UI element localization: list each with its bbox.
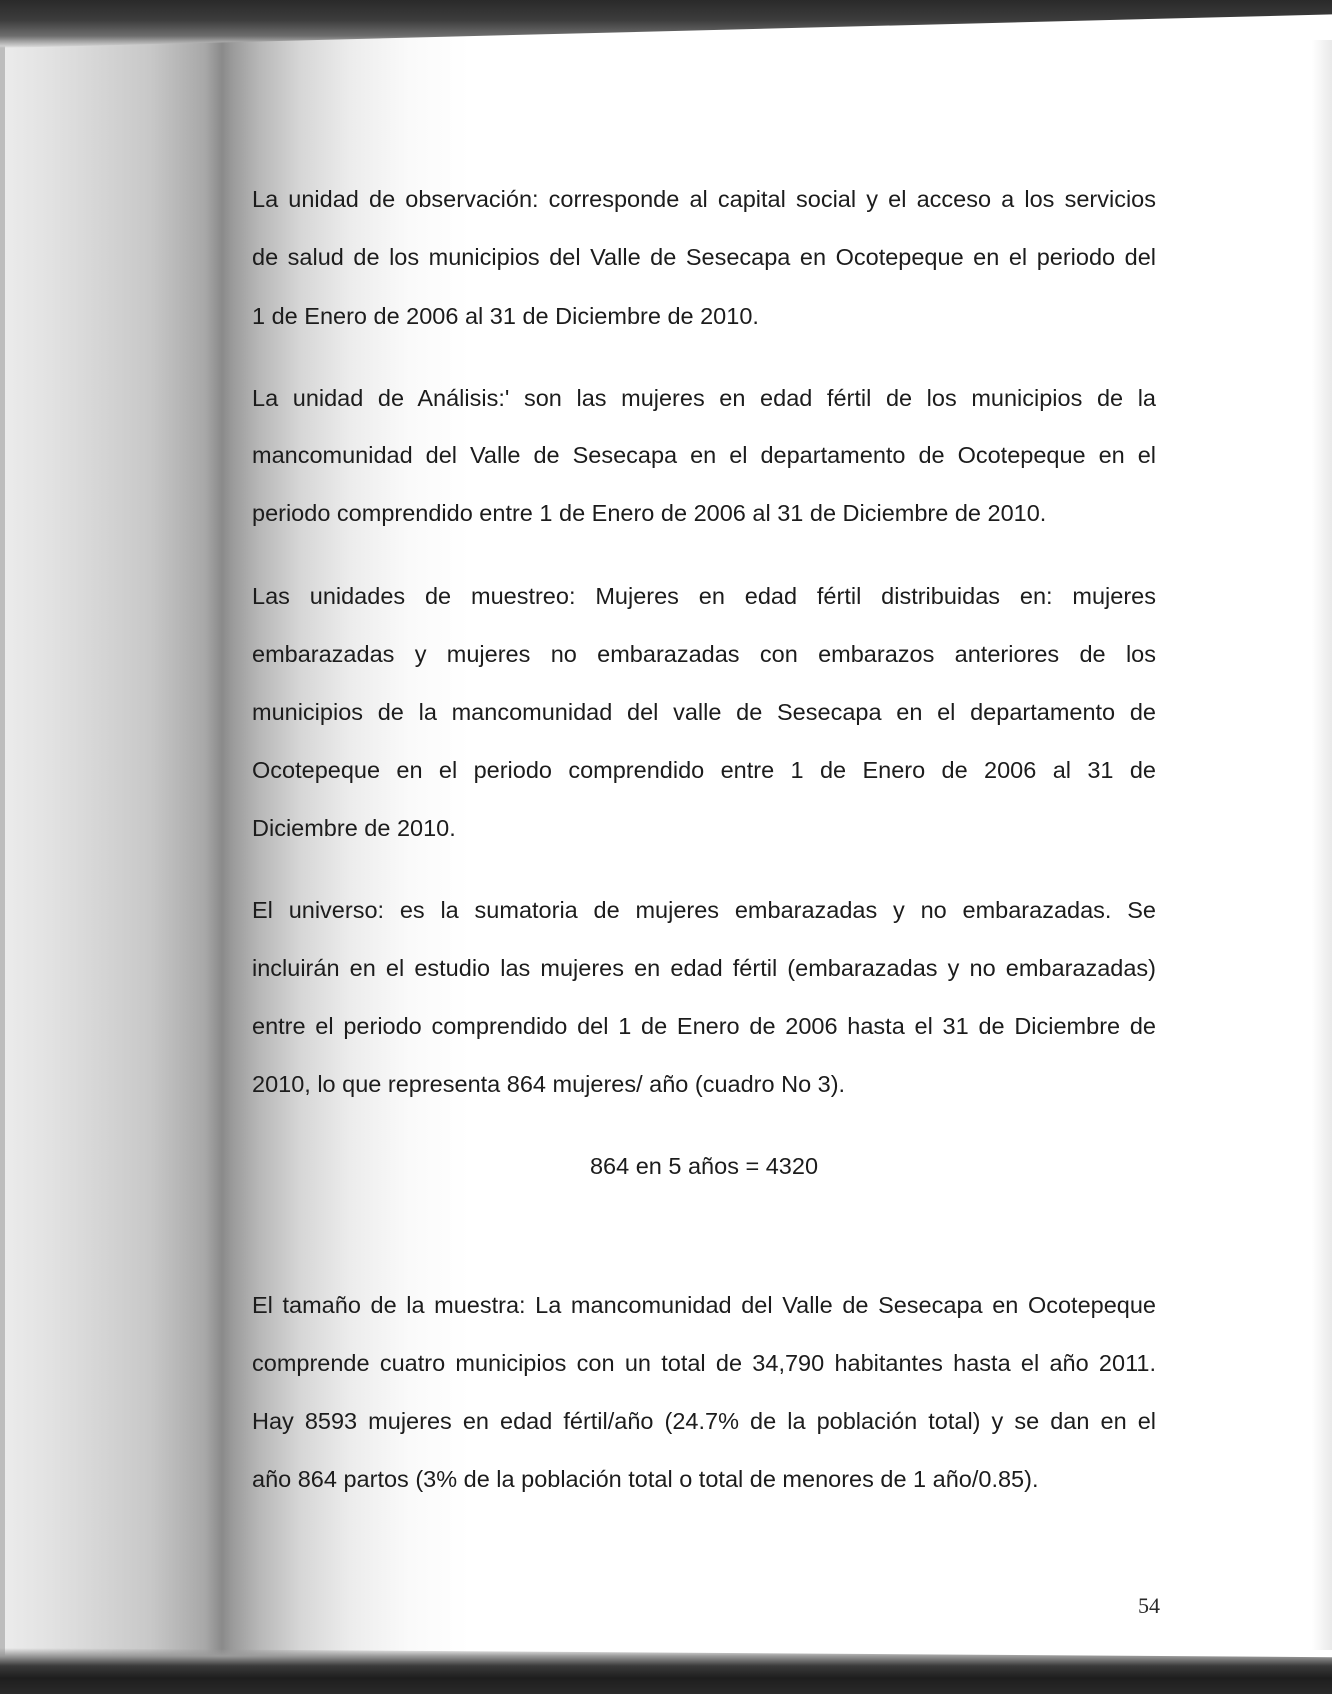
- paragraph-universe-line-4: 2010, lo que representa 864 mujeres/ año (cuadro No 3).: [252, 1071, 846, 1097]
- paragraph-analysis-line-1: La unidad de Análisis:' son las mujeres en edad fértil de los municipios de la: [252, 385, 1156, 411]
- page-left-edge: [0, 0, 5, 1694]
- paragraph-analysis-line-3: periodo comprendido entre 1 de Enero de 2006 al 31 de Diciembre de 2010.: [252, 500, 1047, 526]
- paragraph-sample-size-line-3: Hay 8593 mujeres en edad fértil/año (24.7% de la población total) y se dan en el: [252, 1408, 1156, 1434]
- paragraph-sampling-line-4: Ocotepeque en el periodo comprendido entre 1 de Enero de 2006 al 31 de: [252, 757, 1156, 783]
- scan-right-shadow: [1312, 40, 1332, 1650]
- paragraph-analysis-line-2: mancomunidad del Valle de Sesecapa en el departamento de Ocotepeque en el: [252, 442, 1156, 468]
- paragraph-universe-line-3: entre el periodo comprendido del 1 de Enero de 2006 hasta el 31 de Diciembre de: [252, 1013, 1156, 1039]
- paragraph-observation-line-1: La unidad de observación: corresponde al capital social y el acceso a los servicios: [252, 186, 1156, 212]
- paragraph-sampling-line-3: municipios de la mancomunidad del valle de Sesecapa en el departamento de: [252, 699, 1156, 725]
- paragraph-sampling-line-2: embarazadas y mujeres no embarazadas con embarazos anteriores de los: [252, 641, 1156, 667]
- formula-line: 864 en 5 años = 4320: [589, 1153, 819, 1179]
- paragraph-sampling-line-1: Las unidades de muestreo: Mujeres en edad fértil distribuidas en: mujeres: [252, 583, 1156, 609]
- paragraph-observation-line-2: de salud de los municipios del Valle de Sesecapa en Ocotepeque en el periodo del: [252, 244, 1156, 270]
- paragraph-sample-size-line-1: El tamaño de la muestra: La mancomunidad del Valle de Sesecapa en Ocotepeque: [252, 1292, 1156, 1318]
- paragraph-universe-line-1: El universo: es la sumatoria de mujeres embarazadas y no embarazadas. Se: [252, 897, 1156, 923]
- page-number: 54: [1138, 1593, 1160, 1618]
- paragraph-sampling-line-5: Diciembre de 2010.: [252, 815, 456, 841]
- paragraph-universe-line-2: incluirán en el estudio las mujeres en edad fértil (embarazadas y no embarazadas): [252, 955, 1156, 981]
- paragraph-sample-size-line-4: año 864 partos (3% de la población total o total de menores de 1 año/0.85).: [252, 1466, 1039, 1492]
- paragraph-observation-line-3: 1 de Enero de 2006 al 31 de Diciembre de 2010.: [252, 303, 759, 329]
- paragraph-sample-size-line-2: comprende cuatro municipios con un total de 34,790 habitantes hasta el año 2011.: [252, 1350, 1156, 1376]
